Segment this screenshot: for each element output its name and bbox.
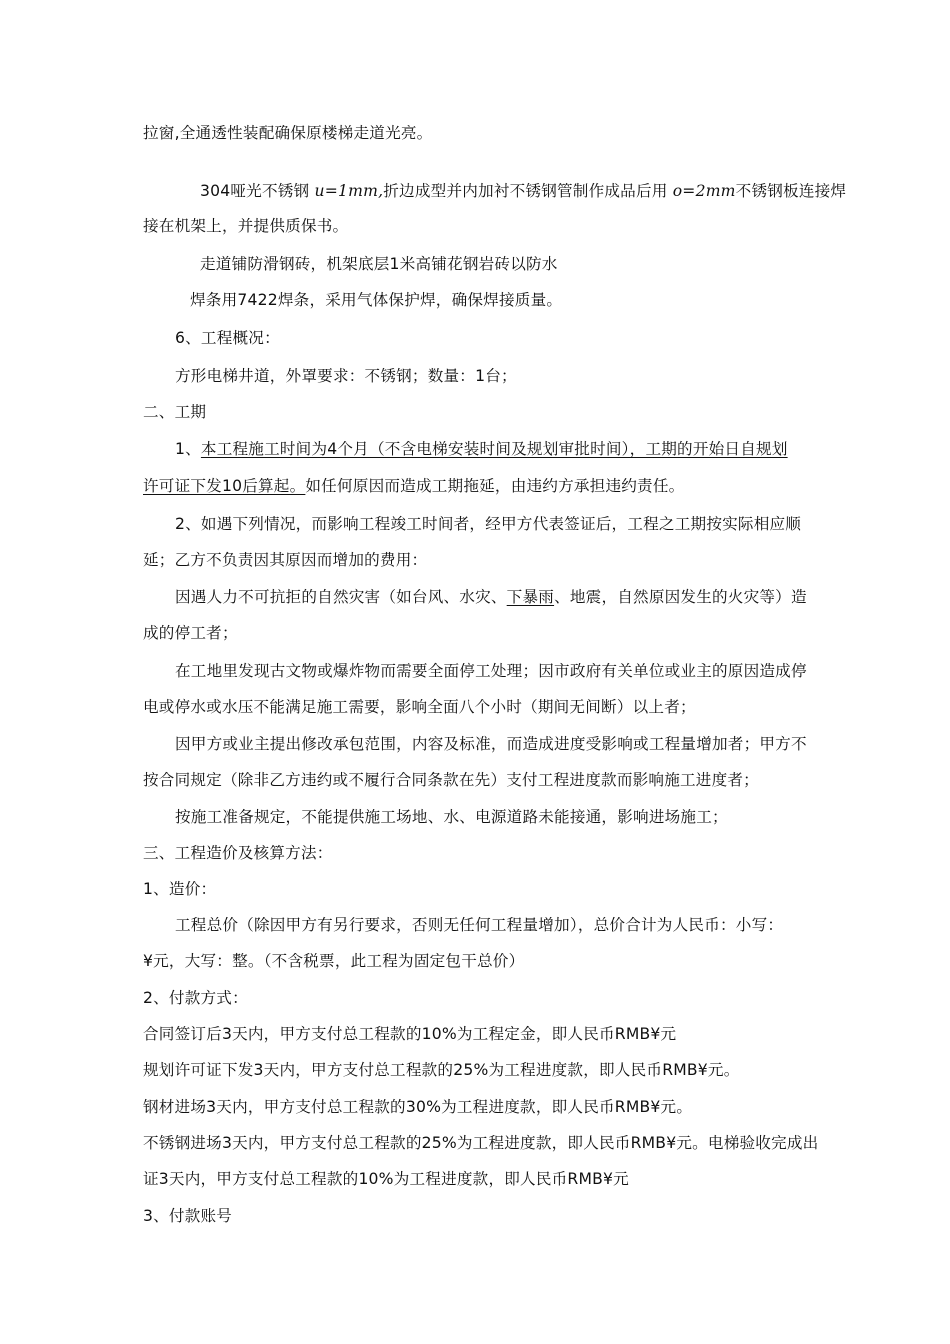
text-line-period-start <box>143 476 684 496</box>
line-text: 按施工准备规定，不能提供施工场地、水、电源道路未能接通，影响进场施工； <box>175 808 728 826</box>
text-line-window-glazing <box>143 123 432 143</box>
text-line-welding-rod <box>190 290 562 310</box>
line-text: 延；乙方不负责因其原因而增加的费用： <box>143 551 428 569</box>
line-text: 304哑光不锈钢 <box>200 182 315 200</box>
line-text: 成的停工者； <box>143 624 238 642</box>
line-text: 1、造价： <box>143 880 217 898</box>
text-line-payment-deposit <box>143 1024 676 1044</box>
text-line-scope-change-cont <box>143 770 759 790</box>
line-text: 合同签订后3天内，甲方支付总工程款的10%为工程定金，即人民币RMB¥元 <box>143 1025 677 1043</box>
text-line-payment-steel <box>143 1097 692 1117</box>
text-line-total-price <box>175 915 783 935</box>
text-line-natural-disaster-cont <box>143 623 238 643</box>
text-line-delay-conditions-cont <box>143 550 427 570</box>
text-line-payment-heading <box>143 988 248 1008</box>
section-heading-cost <box>143 843 333 863</box>
text-line-payment-stainless <box>143 1133 818 1153</box>
line-text: 在工地里发现古文物或爆炸物而需要全面停工处理；因市政府有关单位或业主的原因造成停 <box>175 662 807 680</box>
line-text: 规划许可证下发3天内，甲方支付总工程款的25%为工程进度款，即人民币RMB¥元。 <box>143 1061 740 1079</box>
line-text: 2、付款方式： <box>143 989 248 1007</box>
thickness-u: u=1mm, <box>314 182 384 200</box>
text-line-total-price-cont <box>143 951 524 971</box>
text-line-payment-certificate <box>143 1169 629 1189</box>
text-line-relics-outage <box>175 661 807 681</box>
underlined-text: 下暴雨 <box>506 588 555 606</box>
text-line-delay-conditions <box>175 514 801 534</box>
line-text: 不锈钢进场3天内，甲方支付总工程款的25%为工程进度款，即人民币RMB¥元。电梯验收完成出 <box>143 1134 819 1152</box>
thickness-o: o=2mm <box>672 182 736 200</box>
line-text: 因甲方或业主提出修改承包范围，内容及标准，而造成进度受影响或工程量增加者；甲方不 <box>175 735 807 753</box>
line-text: 钢材进场3天内，甲方支付总工程款的30%为工程进度款，即人民币RMB¥元。 <box>143 1098 693 1116</box>
line-text: 6、工程概况： <box>175 329 280 347</box>
line-text: 工程总价（除因甲方有另行要求，否则无任何工程量增加），总价合计为人民币：小写： <box>175 916 784 934</box>
text-line-project-overview-heading <box>175 328 280 348</box>
line-text: 、地震，自然原因发生的火灾等）造 <box>554 588 807 606</box>
line-text: 如任何原因而造成工期拖延，由违约方承担违约责任。 <box>305 477 685 495</box>
text-line-frame-weld <box>143 216 348 236</box>
line-text: 走道铺防滑钢砖，机架底层1米高铺花钢岩砖以防水 <box>200 255 558 273</box>
section-heading-schedule <box>143 402 206 422</box>
text-line-payment-permit <box>143 1060 740 1080</box>
line-text: 1、 <box>175 440 201 458</box>
text-line-elevator-shaft <box>175 366 517 386</box>
line-text: 拉窗,全通透性装配确保原楼梯走道光亮。 <box>143 124 433 142</box>
line-text: 按合同规定（除非乙方违约或不履行合同条款在先）支付工程进度款而影响施工进度者； <box>143 771 759 789</box>
line-text: 电或停水或水压不能满足施工需要，影响全面八个小时（期间无间断）以上者； <box>143 698 696 716</box>
line-text: 二、工期 <box>143 403 207 421</box>
line-text: 不锈钢板连接焊 <box>735 182 847 200</box>
line-text: 2、如遇下列情况，而影响工程竣工时间者，经甲方代表签证后，工程之工期按实际相应顺 <box>175 515 802 533</box>
line-text: 因遇人力不可抗拒的自然灾害（如台风、水灾、 <box>175 588 507 606</box>
text-line-stainless-spec <box>200 181 846 201</box>
line-text: 焊条用7422焊条，采用气体保护焊，确保焊接质量。 <box>190 291 563 309</box>
line-text: 证3天内，甲方支付总工程款的10%为工程进度款，即人民币RMB¥元 <box>143 1170 629 1188</box>
line-text: ¥元，大写：整。（不含税票，此工程为固定包干总价） <box>143 952 525 970</box>
text-line-construction-period <box>175 439 788 459</box>
text-line-walkway-tiles <box>200 254 558 274</box>
line-text: 3、付款账号 <box>143 1207 233 1225</box>
text-line-natural-disaster <box>175 587 807 607</box>
line-text: 折边成型并内加衬不锈钢管制作成品后用 <box>383 182 673 200</box>
text-line-payment-account <box>143 1206 232 1226</box>
line-text: 方形电梯井道，外罩要求：不锈钢；数量：1台； <box>175 367 517 385</box>
underlined-text: 本工程施工时间为4个月（不含电梯安装时间及规划审批时间），工期的开始日自规划 <box>200 440 788 458</box>
text-line-relics-outage-cont <box>143 697 696 717</box>
text-line-price-heading <box>143 879 216 899</box>
line-text: 接在机架上，并提供质保书。 <box>143 217 349 235</box>
text-line-site-preparation <box>175 807 728 827</box>
text-line-scope-change <box>175 734 807 754</box>
line-text: 三、工程造价及核算方法： <box>143 844 333 862</box>
underlined-text: 许可证下发10后算起。 <box>143 477 306 495</box>
